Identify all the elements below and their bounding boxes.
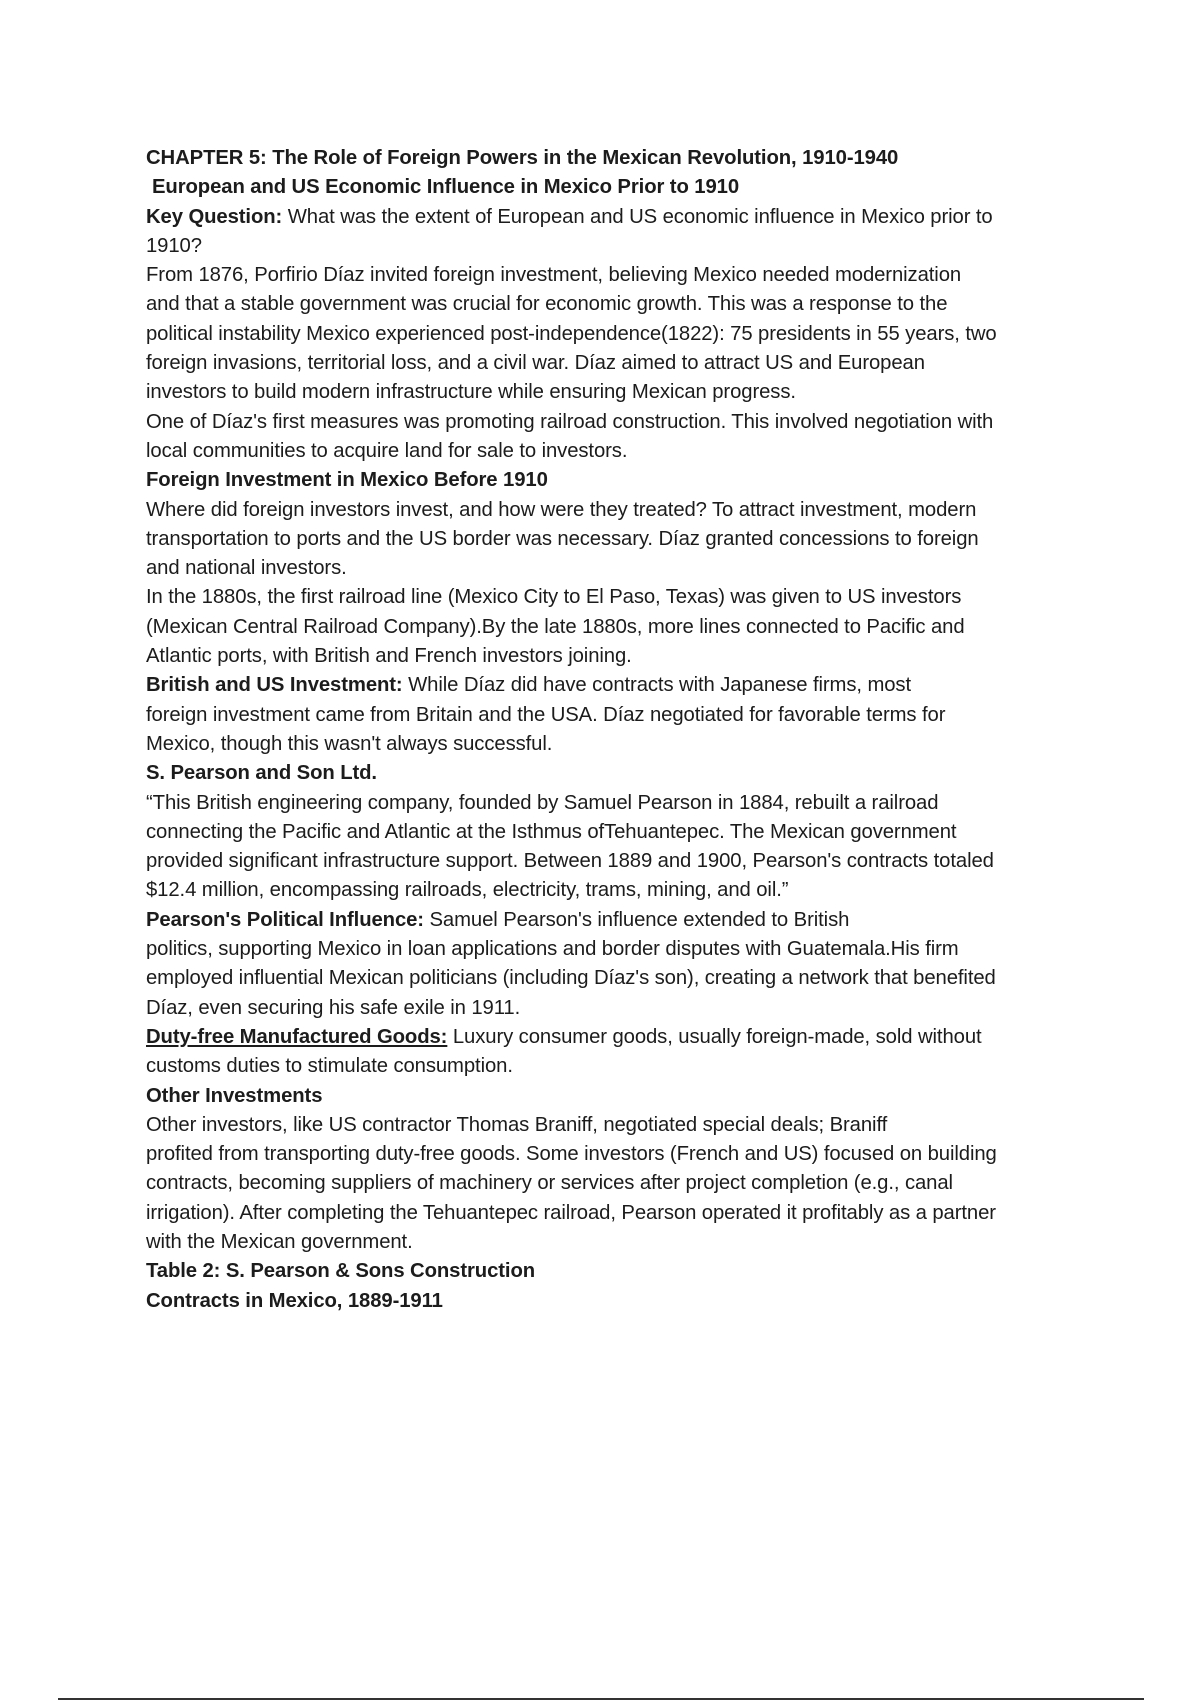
paragraph-line: foreign investment came from Britain and the USA. Díaz negotiated for favorable terms for [146,703,946,726]
paragraph-line: Atlantic ports, with British and French investors joining. [146,645,632,668]
paragraph-line: and that a stable government was crucial for economic growth. This was a response to the [146,293,948,316]
pearson-political-label: Pearson's Political Influence: [146,908,424,931]
duty-free-goods [146,1023,1096,1082]
key-question-label: Key Question: [146,205,283,228]
paragraph-other-investments [146,1111,1096,1257]
paragraph-line: From 1876, Porfirio Díaz invited foreign investment, believing Mexico needed modernization [146,264,962,287]
quote-line: “This British engineering company, founded by Samuel Pearson in 1884, rebuilt a railroad [146,791,939,814]
section-heading-foreign-investment: Foreign Investment in Mexico Before 1910 [146,469,548,492]
paragraph-line: politics, supporting Mexico in loan applications and border disputes with Guatemala.His firm [146,938,959,961]
paragraph-line: and national investors. [146,557,347,580]
paragraph-line: Where did foreign investors invest, and how were they treated? To attract investment, modern [146,498,977,521]
pearson-political-influence [146,906,1096,1023]
duty-free-label: Duty-free Manufactured Goods: [146,1025,448,1048]
quote-line: provided significant infrastructure support. Between 1889 and 1900, Pearson's contracts totaled [146,850,994,873]
section-heading-other-investments: Other Investments [146,1084,323,1107]
paragraph-line: (Mexican Central Railroad Company).By the late 1880s, more lines connected to Pacific and [146,615,965,638]
paragraph-line: irrigation). After completing the Tehuantepec railroad, Pearson operated it profitably as a partner [146,1201,996,1224]
table-caption-line: Contracts in Mexico, 1889-1911 [146,1289,443,1312]
document-body [146,144,1096,1316]
paragraph-line: political instability Mexico experienced post-independence(1822): 75 presidents in 55 years, two [146,322,997,345]
table-caption [146,1257,1096,1316]
key-question-text: What was the extent of European and US economic influence in Mexico prior to [282,205,993,228]
paragraph-line: One of Díaz's first measures was promoting railroad construction. This involved negotiation with [146,410,994,433]
paragraph-line: investors to build modern infrastructure while ensuring Mexican progress. [146,381,796,404]
paragraph-line: customs duties to stimulate consumption. [146,1055,513,1078]
paragraph-1880s-railroad [146,583,1096,671]
paragraph-line: with the Mexican government. [146,1230,413,1253]
paragraph-line: local communities to acquire land for sale to investors. [146,439,628,462]
paragraph-line: profited from transporting duty-free goods. Some investors (French and US) focused on building [146,1143,997,1166]
paragraph-where-invest [146,496,1096,584]
paragraph-line: transportation to ports and the US border was necessary. Díaz granted concessions to foreign [146,527,979,550]
quote-line: $12.4 million, encompassing railroads, electricity, trams, mining, and oil.” [146,879,789,902]
paragraph-railroad [146,408,1096,467]
paragraph-line: contracts, becoming suppliers of machinery or services after project completion (e.g., canal [146,1172,953,1195]
paragraph-line: foreign invasions, territorial loss, and a civil war. Díaz aimed to attract US and European [146,352,925,375]
pearson-quote [146,789,1096,906]
paragraph-line: employed influential Mexican politicians (including Díaz's son), creating a network that benefited [146,967,996,990]
chapter-subtitle: European and US Economic Influence in Mexico Prior to 1910 [152,176,740,199]
quote-line: connecting the Pacific and Atlantic at the Isthmus ofTehuantepec. The Mexican government [146,820,957,843]
paragraph-line: In the 1880s, the first railroad line (Mexico City to El Paso, Texas) was given to US investors [146,586,962,609]
paragraph-diaz-investment [146,261,1096,407]
table-caption-line: Table 2: S. Pearson & Sons Construction [146,1260,536,1283]
paragraph-line: Díaz, even securing his safe exile in 1911. [146,996,521,1019]
british-us-label: British and US Investment: [146,674,403,697]
chapter-title: CHAPTER 5: The Role of Foreign Powers in the Mexican Revolution, 1910-1940 [146,147,899,169]
section-heading-pearson: S. Pearson and Son Ltd. [146,762,377,785]
pearson-political-text: Samuel Pearson's influence extended to British [423,908,850,931]
duty-free-text: Luxury consumer goods, usually foreign-made, sold without [447,1025,982,1048]
british-us-text: While Díaz did have contracts with Japanese firms, most [402,674,911,697]
paragraph-line: Mexico, though this wasn't always successful. [146,732,553,755]
key-question-text-cont: 1910? [146,234,202,257]
key-question [146,203,1096,262]
british-us-investment [146,671,1096,759]
paragraph-line: Other investors, like US contractor Thomas Braniff, negotiated special deals; Braniff [146,1113,888,1136]
